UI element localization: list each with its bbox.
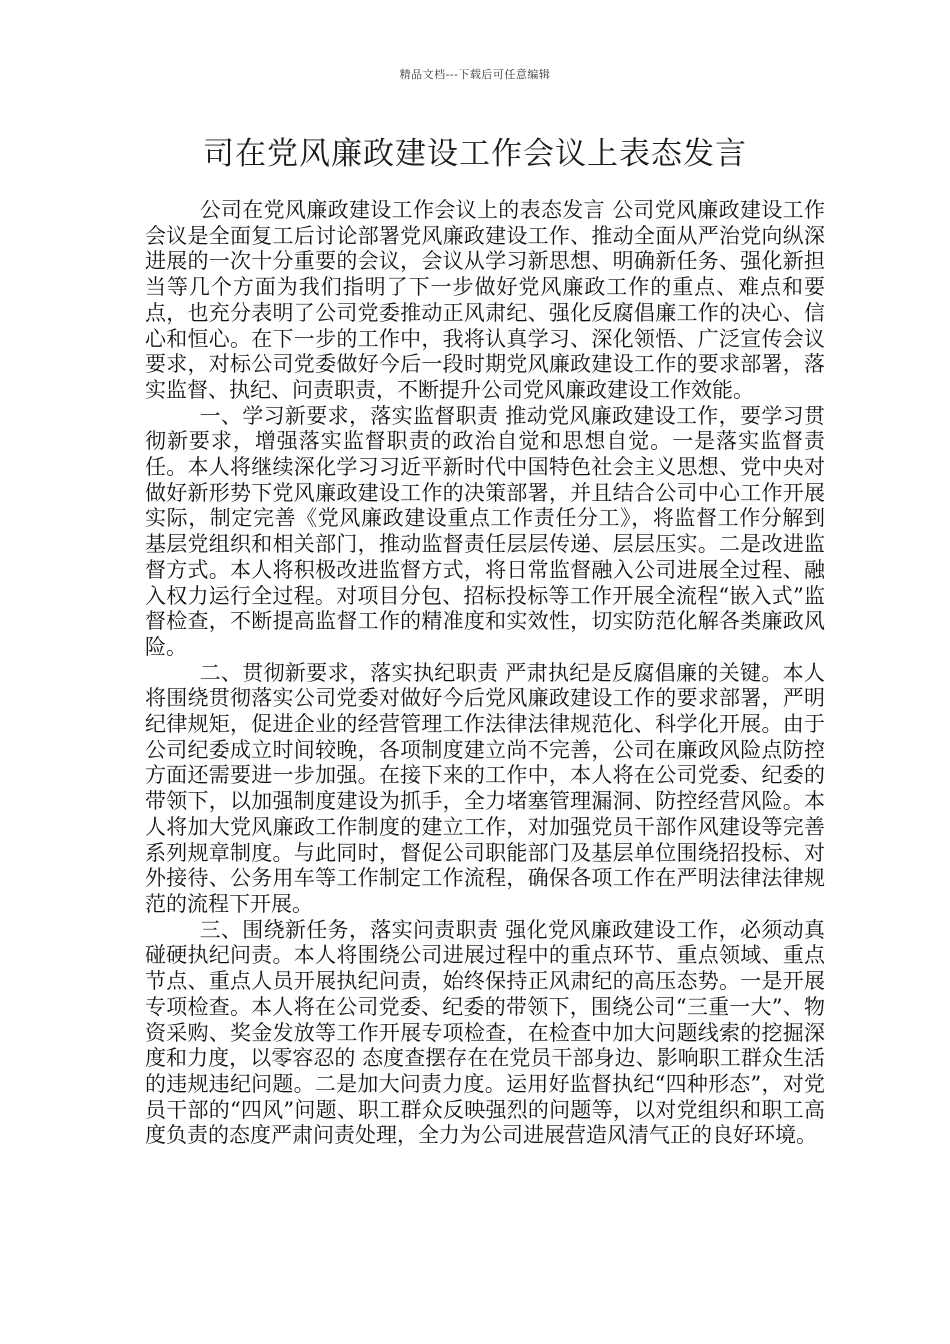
document-title: 司在党风廉政建设工作会议上表态发言 — [203, 136, 747, 172]
paragraph-section-1: 一、学习新要求，落实监督职责 推动党风廉政建设工作，要学习贯彻新要求，增强落实监督职责的政治自觉和思想自觉。一是落实监督责任。本人将继续深化学习习近平新时代中国特色社会主义思想、党中央对做好新形势下党风廉政建设工作的决策部署，并且结合公司中心工作开展实际，制定完善《党风廉政建设重点工作责任分工》，将监督工作分解到基层党组织和相关部门，推动监督责任层层传递、层层压实。二是改进监督方式。本人将积极改进监督方式，将日常监督融入公司进展全过程、融 入权力运行全过程。对项目分包、招标投标等工作开展全流程“嵌入式”监督检查，不断提高监督工作的精准度和实效性，切实防范化解各类廉政风险。 — [145, 403, 825, 659]
document-body — [145, 198, 825, 1149]
header-note: 精品文档---下载后可任意编辑 — [399, 68, 551, 81]
paragraph-section-2: 二、贯彻新要求，落实执纪职责 严肃执纪是反腐倡廉的关键。本人将围绕贯彻落实公司党委对做好今后党风廉政建设工作的要求部署，严明纪律规矩，促进企业的经营管理工作法律法律规范化、科学化开展。由于公司纪委成立时间较晚，各项制度建立尚不完善，公司在廉政风险点防控方面还需要进一步加强。在接下来的工作中，本人将在公司党委、纪委的带领下，以加强制度建设为抓手，全力堵塞管理漏洞、防控经营风险。本人将加大党风廉政工作制度的建立工作，对加强党员干部作风建设等完善系列规章制度。与此同时，督促公司职能部门及基层单位围绕招投标、对外接待、公务用车等工作制定工作流程，确保各项工作在严明法律法律规范的流程下开展。 — [145, 660, 825, 916]
paragraph-section-3: 三、围绕新任务，落实问责职责 强化党风廉政建设工作，必须动真碰硬执纪问责。本人将围绕公司进展过程中的重点环节、重点领域、重点节点、重点人员开展执纪问责，始终保持正风肃纪的高压态势。一是开展专项检查。本人将在公司党委、纪委的带领下，围绕公司“三重一大”、物资采购、奖金发放等工作开展专项检查，在检查中加大问题线索的挖掘深度和力度，以零容忍的 态度查摆存在在党员干部身边、影响职工群众生活的违规违纪问题。二是加大问责力度。运用好监督执纪“四种形态”，对党员干部的“四风”问题、职工群众反映强烈的问题等，以对党组织和职工高度负责的态度严肃问责处理，全力为公司进展营造风清气正的良好环境。 — [145, 917, 825, 1148]
paragraph-intro: 公司在党风廉政建设工作会议上的表态发言 公司党风廉政建设工作会议是全面复工后讨论部署党风廉政建设工作、推动全面从严治党向纵深进展的一次十分重要的会议，会议从学习新思想、明确新任务、强化新担当等几个方面为我们指明了下一步做好党风廉政工作的重点、难点和要点，也充分表明了公司党委推动正风肃纪、强化反腐倡廉工作的决心、信心和恒心。在下一步的工作中，我将认真学习、深化领悟、广泛宣传会议要求，对标公司党委做好今后一段时期党风廉政建设工作的要求部署，落实监督、执纪、问责职责，不断提升公司党风廉政建设工作效能。 — [145, 198, 825, 402]
